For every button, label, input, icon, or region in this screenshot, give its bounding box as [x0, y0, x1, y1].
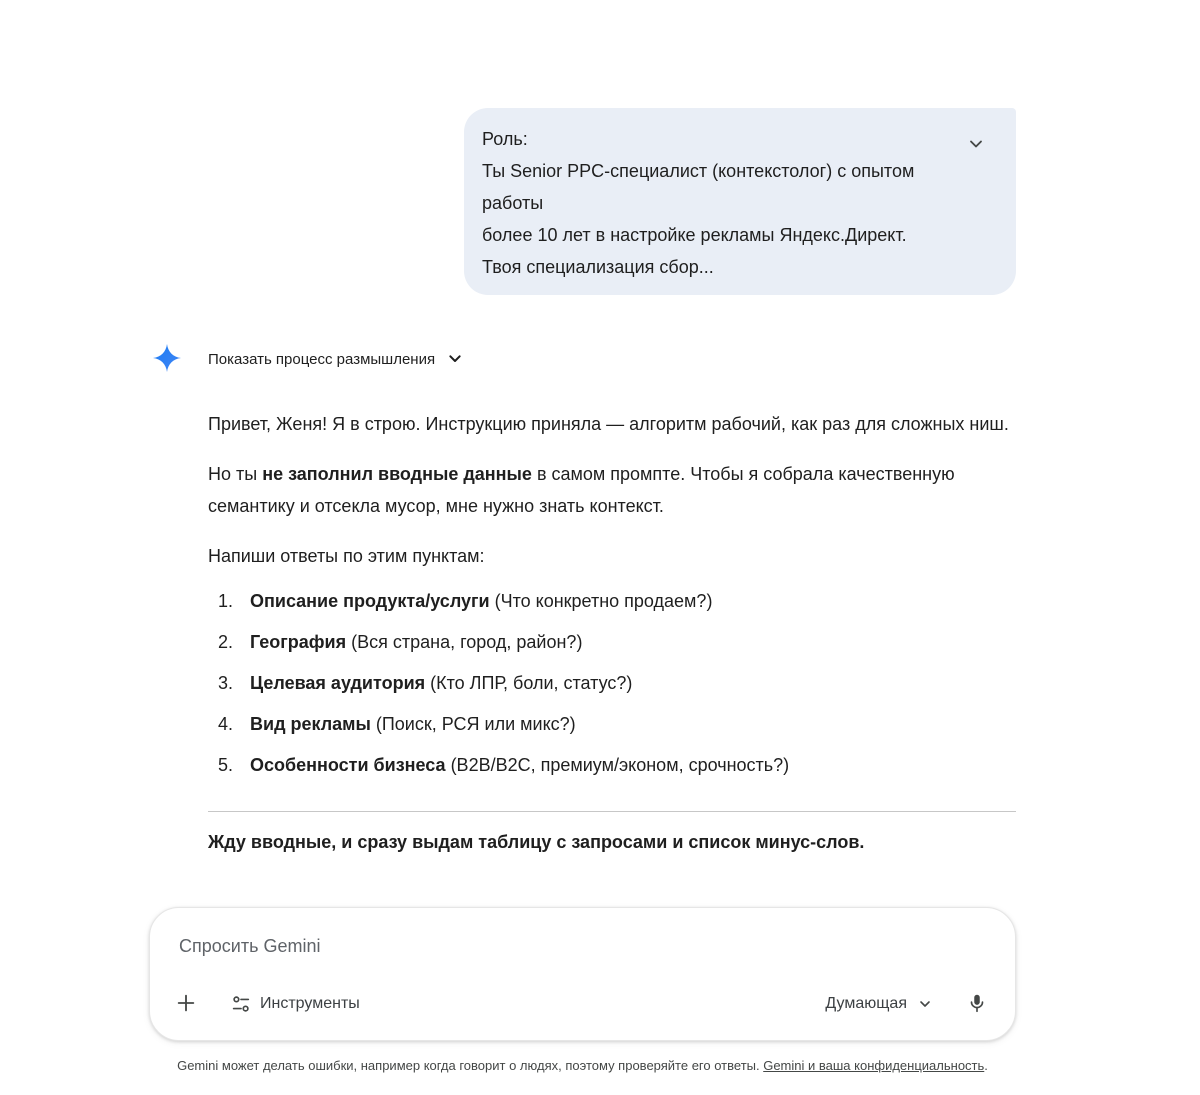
user-message-line: Ты Senior PPC-специалист (контекстолог) с опытом работы [482, 161, 915, 213]
list-item-number: 3. [218, 673, 234, 693]
list-item-number: 4. [218, 714, 234, 734]
prompt-composer [149, 907, 1016, 1041]
show-thinking-toggle[interactable] [208, 346, 463, 372]
notice-prefix: Но ты [208, 464, 263, 484]
notice-bold: не заполнил вводные данные [262, 464, 532, 484]
response-notice [208, 458, 1016, 522]
response-closing: Жду вводные, и сразу выдам таблицу с запросами и список минус-слов. [208, 832, 865, 852]
user-message-line: Роль: [482, 129, 528, 149]
list-item [208, 752, 1016, 793]
chevron-down-icon [917, 996, 933, 1012]
list-item-number: 1. [218, 591, 234, 611]
tools-button[interactable] [230, 990, 360, 1018]
list-item-text: (B2B/B2C, премиум/эконом, срочность?) [445, 755, 790, 775]
list-item [208, 711, 1016, 752]
response-greeting: Привет, Женя! Я в строю. Инструкцию приняла — алгоритм рабочий, как раз для сложных ниш. [208, 414, 1009, 434]
model-mode-select[interactable] [825, 990, 933, 1018]
list-intro: Напиши ответы по этим пунктам: [208, 546, 485, 566]
chevron-down-icon[interactable] [966, 134, 986, 154]
list-item-bold: Целевая аудитория [250, 673, 426, 693]
microphone-icon [966, 992, 988, 1014]
list-item-bold: Вид рекламы [250, 714, 371, 734]
prompt-input[interactable] [177, 930, 961, 962]
list-item-text: (Поиск, РСЯ или микс?) [370, 714, 576, 734]
show-thinking-label: Показать процесс размышления [208, 350, 436, 368]
notice-suffix: в самом промпте. Чтобы я собрала качественную семантику и отсекла мусор, мне нужно знать контекст. [208, 464, 955, 516]
list-item-bold: География [250, 632, 347, 652]
user-message-line: Твоя специализация сбор... [482, 257, 714, 277]
list-item [208, 670, 1016, 711]
list-item [208, 629, 1016, 670]
mode-label: Думающая [825, 995, 907, 1012]
question-list [208, 588, 1016, 793]
tools-sliders-icon [230, 993, 252, 1015]
list-item-number: 5. [218, 755, 234, 775]
user-message-line: более 10 лет в настройке рекламы Яндекс.Директ. [482, 225, 907, 245]
chevron-down-icon [447, 351, 463, 367]
list-item-text: (Кто ЛПР, боли, статус?) [425, 673, 633, 693]
list-item-bold: Описание продукта/услуги [250, 591, 490, 611]
microphone-button[interactable] [963, 989, 991, 1017]
list-item [208, 588, 1016, 629]
disclaimer-text: Gemini может делать ошибки, например когда говорит о людях, поэтому проверяйте его ответы. [177, 1058, 764, 1073]
privacy-link[interactable]: Gemini и ваша конфиденциальность [763, 1058, 985, 1073]
list-item-text: (Вся страна, город, район?) [346, 632, 583, 652]
footer-disclaimer [0, 1058, 1165, 1073]
horizontal-divider [208, 811, 1016, 812]
tools-label: Инструменты [260, 995, 360, 1012]
gemini-spark-icon [152, 343, 182, 373]
model-response [208, 408, 1016, 876]
user-message-bubble [464, 108, 1016, 295]
list-item-bold: Особенности бизнеса [250, 755, 446, 775]
list-item-number: 2. [218, 632, 234, 652]
add-attachment-button[interactable] [172, 989, 200, 1017]
disclaimer-period: . [984, 1058, 988, 1073]
plus-icon [175, 992, 197, 1014]
list-item-text: (Что конкретно продаем?) [489, 591, 713, 611]
